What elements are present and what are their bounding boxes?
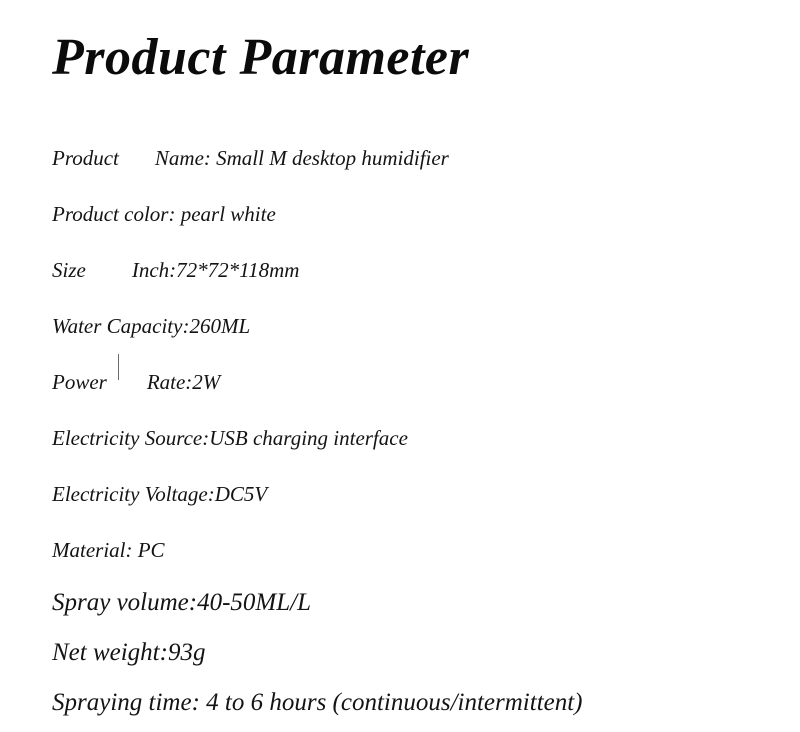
spec-label: Water Capacity:260ML	[52, 314, 251, 338]
spec-value: Name: Small M desktop humidifier	[154, 146, 449, 170]
spec-label: Spray volume:40-50ML/L	[52, 589, 311, 616]
spec-label: Spraying time: 4 to 6 hours (continuous/intermittent)	[52, 689, 583, 716]
spec-label: Product color: pearl white	[52, 202, 276, 226]
spec-label: Electricity Voltage:DC5V	[52, 482, 268, 506]
spec-row	[52, 578, 772, 628]
spec-label: Net weight:93g	[52, 639, 206, 666]
text-caret	[118, 354, 119, 380]
spec-label: Electricity Source:USB charging interface	[52, 426, 408, 450]
spec-value: Rate:2W	[146, 370, 221, 394]
spec-row	[52, 130, 772, 186]
page-title: Product Parameter	[52, 29, 470, 86]
spec-label: Size	[52, 258, 86, 282]
spec-label: Power	[52, 370, 107, 394]
spec-row	[52, 186, 772, 242]
spec-row	[52, 410, 772, 466]
spec-label: Material: PC	[52, 538, 165, 562]
spec-label: Product	[52, 146, 119, 170]
spec-row	[52, 354, 772, 410]
spec-row	[52, 466, 772, 522]
spec-row	[52, 522, 772, 578]
spec-row	[52, 628, 772, 678]
spec-row	[52, 678, 772, 728]
spec-row	[52, 242, 772, 298]
spec-value: Inch:72*72*118mm	[131, 258, 300, 282]
spec-list	[52, 130, 772, 728]
spec-row	[52, 298, 772, 354]
